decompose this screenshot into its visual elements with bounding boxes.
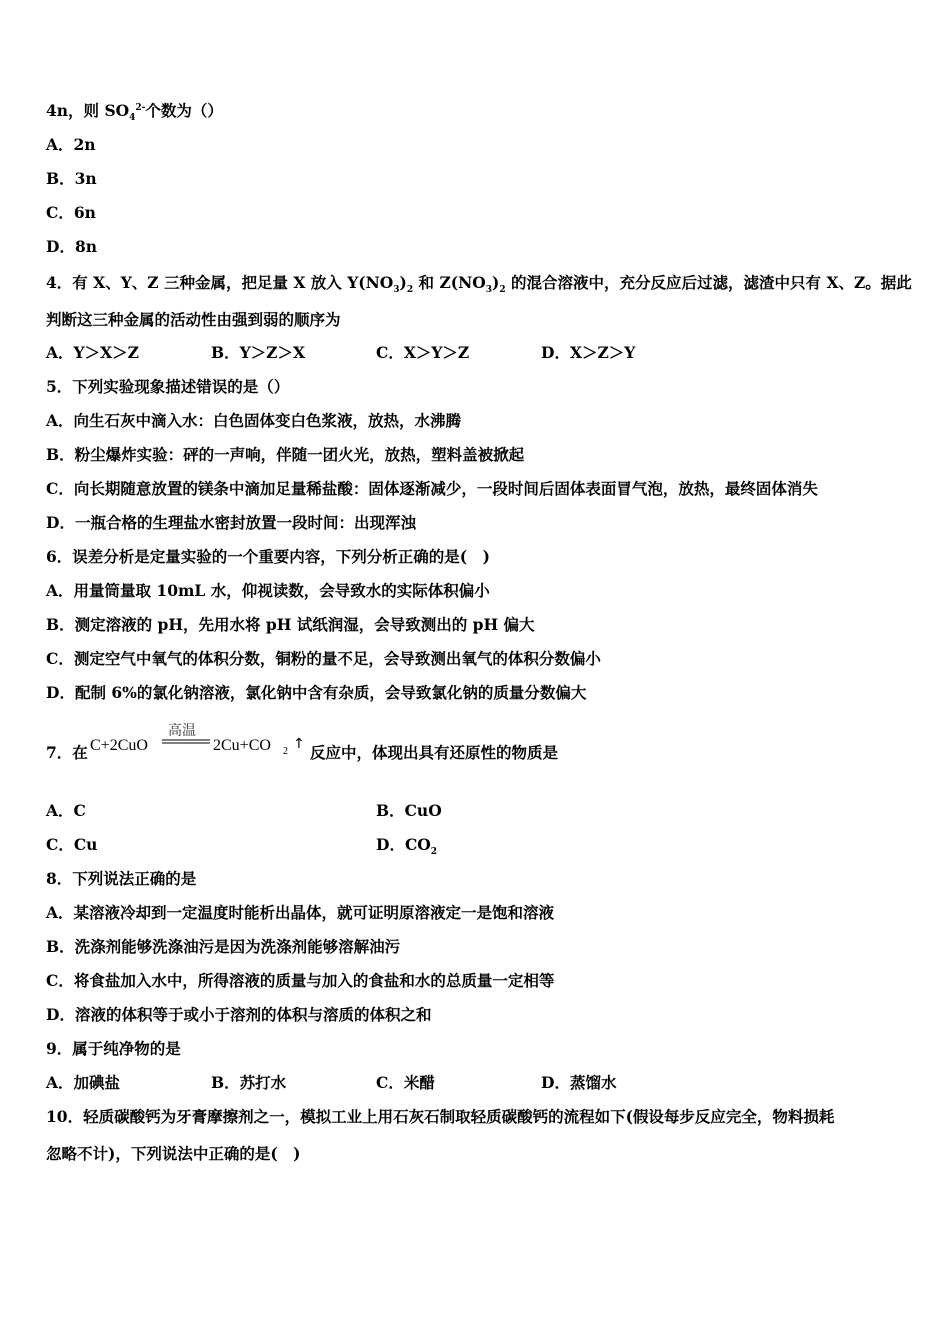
q7-option-d: D．$CO_2$ bbox=[376, 835, 438, 858]
eq-reactants: C+2CuO bbox=[90, 737, 148, 754]
q3-option-a: A．2n bbox=[46, 135, 96, 154]
q7-option-c: C．Cu bbox=[46, 835, 98, 854]
q9-option-d: D．蒸馏水 bbox=[541, 1073, 617, 1092]
q4-stem-line1: 4．有 X、Y、Z 三种金属，把足量 X 放入 $Y(NO_3)_2$ 和 $Z(NO_3)_2$ 的混合溶液中，充分反应后过滤，滤渣中只有 X、Z。据此 bbox=[46, 273, 912, 296]
q9-stem: 9．属于纯净物的是 bbox=[46, 1039, 181, 1058]
q5-stem: 5．下列实验现象描述错误的是（） bbox=[46, 377, 290, 396]
q6-stem: 6．误差分析是定量实验的一个重要内容，下列分析正确的是( ) bbox=[46, 547, 490, 566]
q9-option-a: A．加碘盐 bbox=[46, 1073, 121, 1092]
q3-option-c: C．6n bbox=[46, 203, 96, 222]
q7-option-b: B．CuO bbox=[376, 801, 442, 820]
q9-option-b: B．苏打水 bbox=[211, 1073, 287, 1092]
q10-stem-line2: 忽略不计)，下列说法中正确的是( ) bbox=[46, 1144, 301, 1163]
q8-option-c: C．将食盐加入水中，所得溶液的质量与加入的食盐和水的总质量一定相等 bbox=[46, 971, 555, 990]
eq-condition: 高温 bbox=[168, 724, 196, 739]
q5-option-c: C．向长期随意放置的镁条中滴加足量稀盐酸：固体逐渐减少，一段时间后固体表面冒气泡，放热，最终固体消失 bbox=[46, 479, 818, 498]
q5-option-a: A．向生石灰中滴入水：白色固体变白色浆液，放热，水沸腾 bbox=[46, 411, 462, 430]
q3-stem: 4n，则 $SO_4^{2-}$个数为（） bbox=[46, 101, 223, 124]
gas-arrow-icon: ↑ bbox=[293, 736, 305, 752]
q4-option-b: B．Y＞Z＞X bbox=[211, 343, 306, 362]
q7-stem-suffix: 反应中，体现出具有还原性的物质是 bbox=[310, 743, 559, 762]
q8-option-a: A．某溶液冷却到一定温度时能析出晶体，就可证明原溶液定一是饱和溶液 bbox=[46, 903, 555, 922]
q4-option-c: C．X＞Y＞Z bbox=[376, 343, 470, 362]
q8-stem: 8．下列说法正确的是 bbox=[46, 869, 197, 888]
q8-option-d: D．溶液的体积等于或小于溶剂的体积与溶质的体积之和 bbox=[46, 1005, 432, 1024]
q4-stem-line2: 判断这三种金属的活动性由强到弱的顺序为 bbox=[46, 310, 341, 329]
eq-subscript: 2 bbox=[283, 746, 288, 757]
q7-stem-prefix: 7．在 bbox=[46, 743, 88, 762]
q4-option-a: A．Y＞X＞Z bbox=[46, 343, 139, 362]
q6-option-b: B．测定溶液的 pH，先用水将 pH 试纸润湿，会导致测出的 pH 偏大 bbox=[46, 615, 535, 634]
q3-option-d: D．8n bbox=[46, 237, 97, 256]
q6-option-d: D．配制 6%的氯化钠溶液，氯化钠中含有杂质，会导致氯化钠的质量分数偏大 bbox=[46, 683, 587, 702]
q9-option-c: C．米醋 bbox=[376, 1073, 435, 1092]
q3-option-b: B．3n bbox=[46, 169, 97, 188]
q6-option-c: C．测定空气中氧气的体积分数，铜粉的量不足，会导致测出氧气的体积分数偏小 bbox=[46, 649, 601, 668]
q10-stem-line1: 10．轻质碳酸钙为牙膏摩擦剂之一，模拟工业上用石灰石制取轻质碳酸钙的流程如下(假设每步反应完全，物料损耗 bbox=[46, 1107, 835, 1126]
reaction-equation bbox=[90, 718, 320, 768]
q5-option-b: B．粉尘爆炸实验：砰的一声响，伴随一团火光，放热，塑料盖被掀起 bbox=[46, 445, 525, 464]
q6-option-a: A．用量筒量取 10mL 水，仰视读数，会导致水的实际体积偏小 bbox=[46, 581, 490, 600]
q7-option-a: A．C bbox=[46, 801, 86, 820]
eq-products: 2Cu+CO bbox=[213, 737, 271, 754]
q4-option-d: D．X＞Z＞Y bbox=[541, 343, 636, 362]
q5-option-d: D．一瓶合格的生理盐水密封放置一段时间：出现浑浊 bbox=[46, 513, 416, 532]
q8-option-b: B．洗涤剂能够洗涤油污是因为洗涤剂能够溶解油污 bbox=[46, 937, 401, 956]
